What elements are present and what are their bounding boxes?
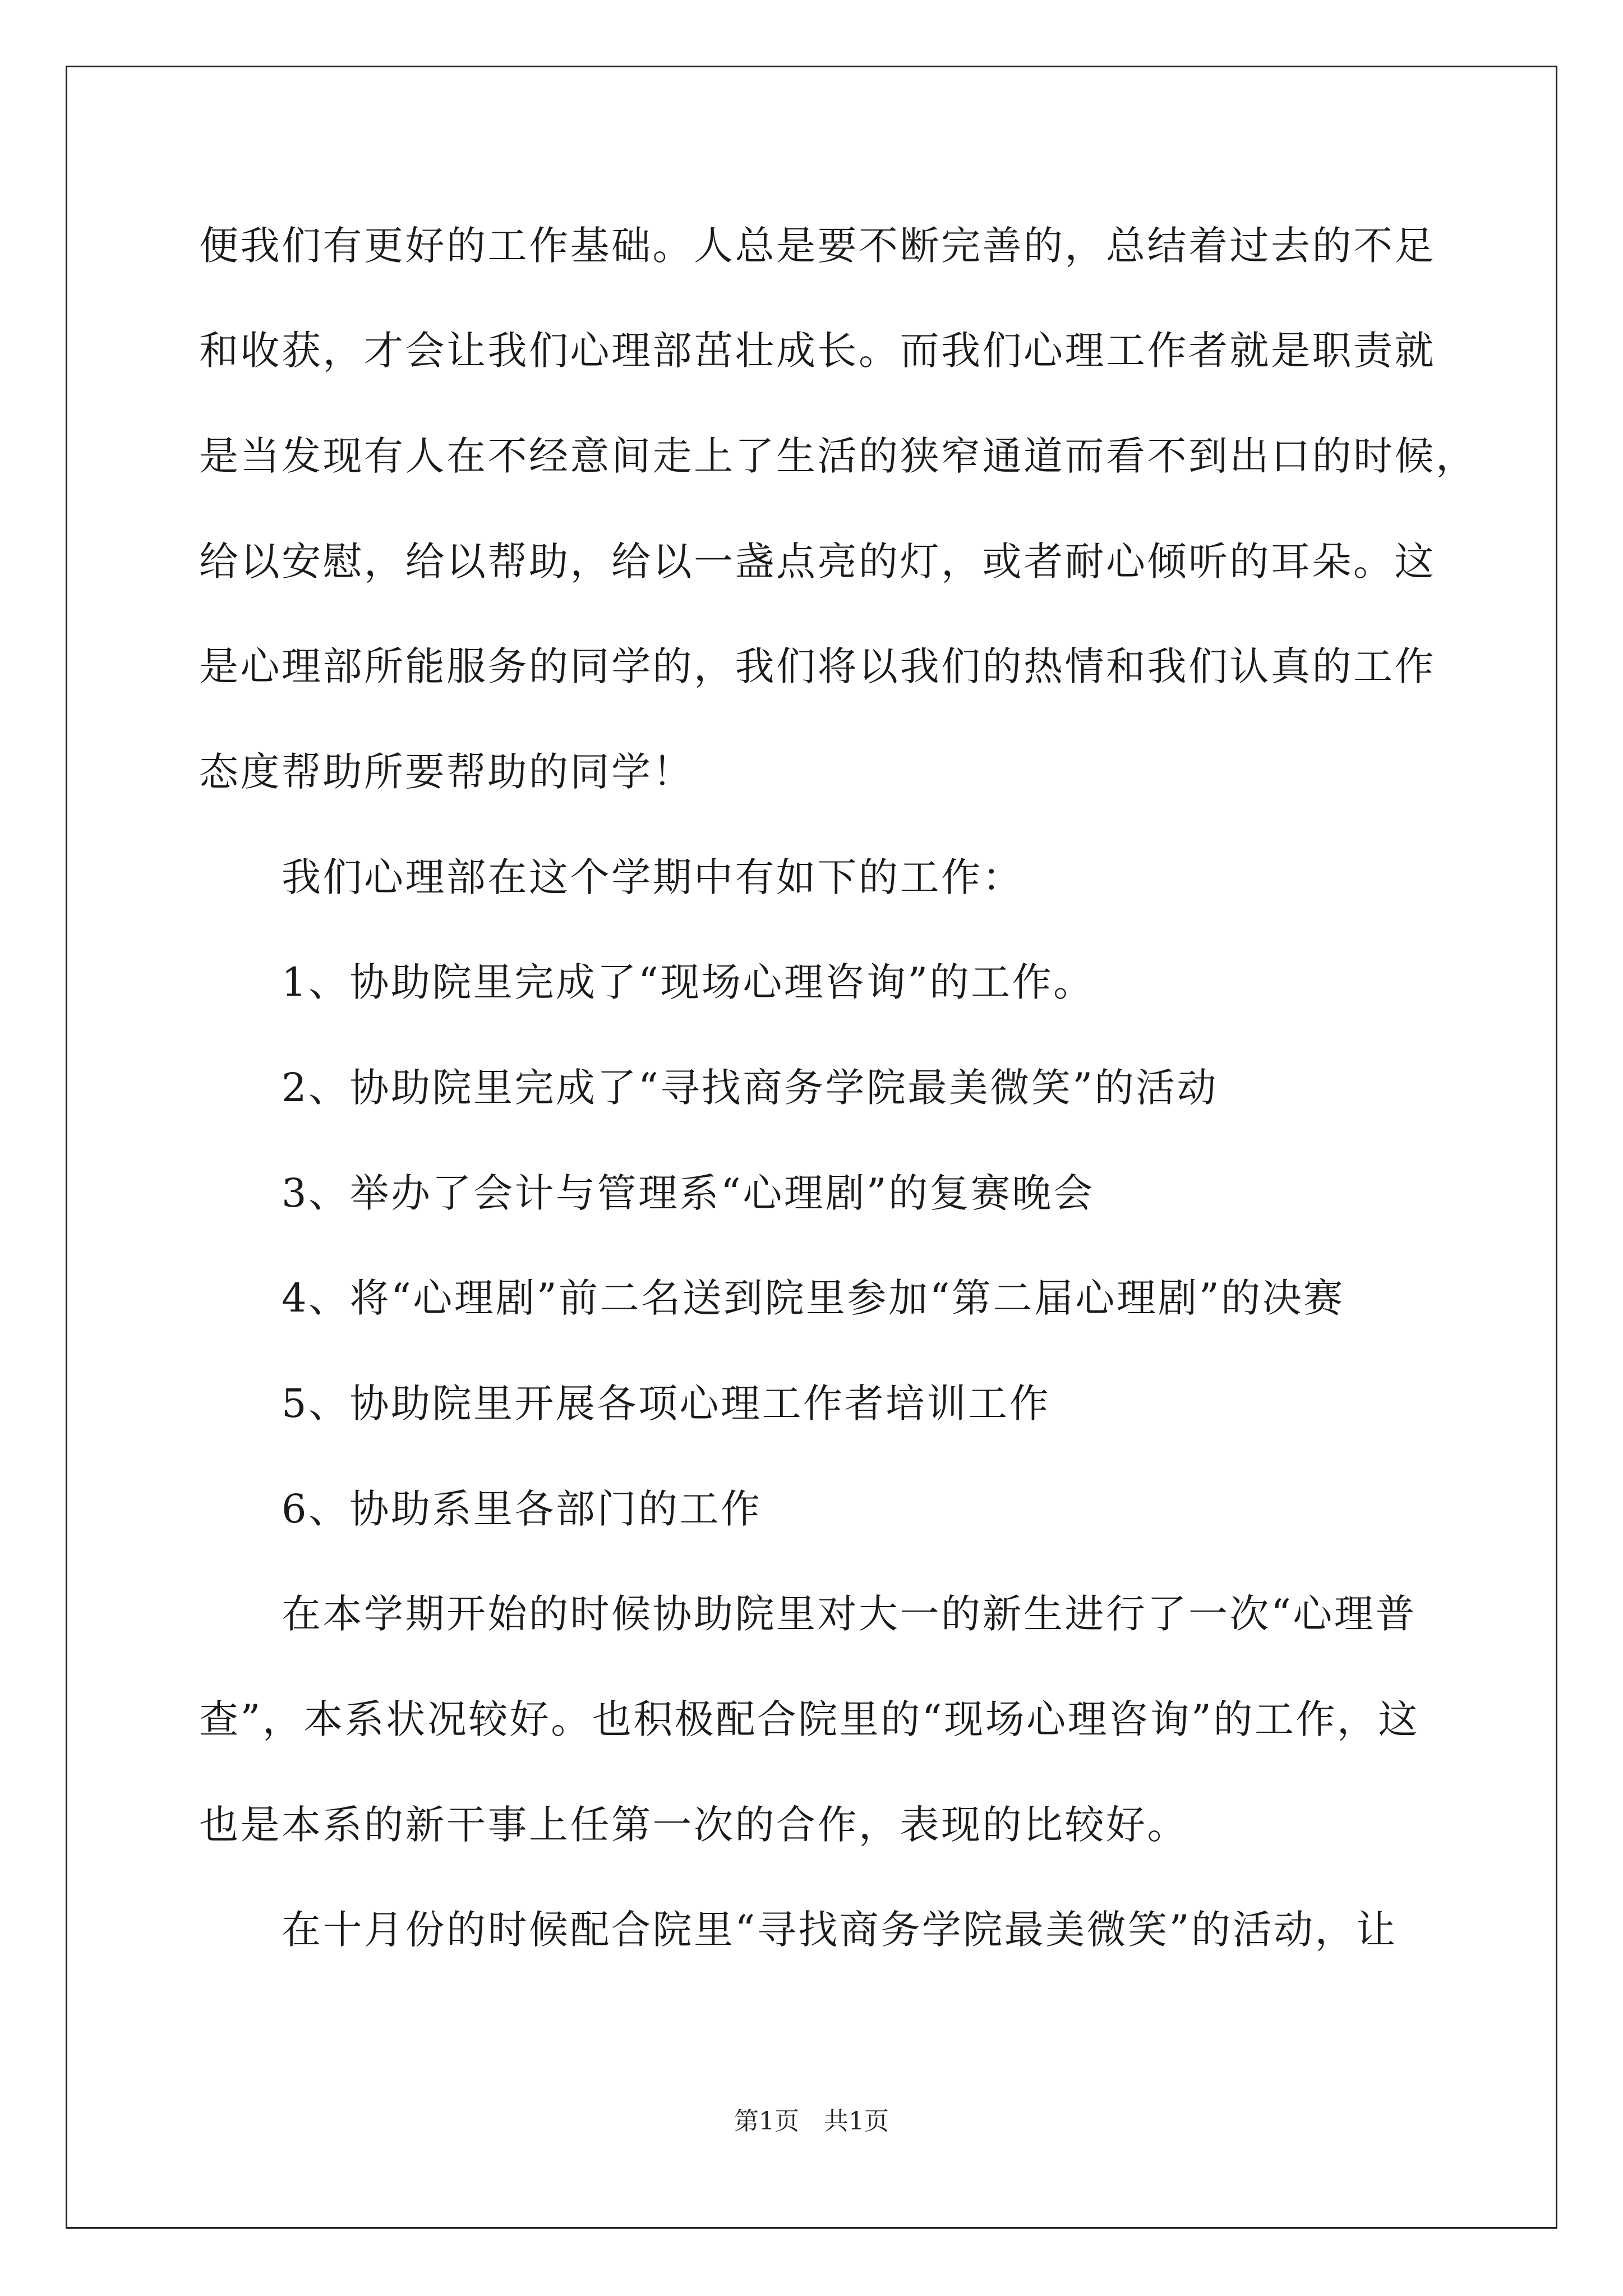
text-line-17: 在十月份的时候配合院里“寻找商务学院最美微笑”的活动，让 [282, 1907, 1398, 1953]
text-line-3: 是当发现有人在不经意间走上了生活的狭窄通道而看不到出口的时候， [199, 433, 1477, 479]
text-line-2: 和收获，才会让我们心理部茁壮成长。而我们心理工作者就是职责就 [199, 328, 1436, 374]
list-item-3: 3、举办了会计与管理系“心理剧”的复赛晚会 [282, 1170, 1095, 1216]
list-item-6: 6、协助系里各部门的工作 [282, 1486, 762, 1532]
text-line-15: 查”，本系状况较好。也积极配合院里的“现场心理咨询”的工作，这 [199, 1696, 1419, 1742]
text-line-6: 态度帮助所要帮助的同学！ [199, 749, 694, 795]
page-footer: 第1页 共1页 [734, 2107, 889, 2136]
text-line-16: 也是本系的新干事上任第一次的合作，表现的比较好。 [199, 1802, 1188, 1848]
text-line-7: 我们心理部在这个学期中有如下的工作： [282, 854, 1023, 900]
text-line-1: 便我们有更好的工作基础。人总是要不断完善的，总结着过去的不足 [199, 223, 1436, 269]
list-item-5: 5、协助院里开展各项心理工作者培训工作 [282, 1381, 1051, 1427]
text-line-14: 在本学期开始的时候协助院里对大一的新生进行了一次“心理普 [282, 1591, 1417, 1637]
text-line-5: 是心理部所能服务的同学的，我们将以我们的热情和我们认真的工作 [199, 643, 1436, 689]
list-item-1: 1、协助院里完成了“现场心理咨询”的工作。 [282, 959, 1095, 1005]
text-line-4: 给以安慰，给以帮助，给以一盏点亮的灯，或者耐心倾听的耳朵。这 [199, 539, 1436, 585]
list-item-4: 4、将“心理剧”前二名送到院里参加“第二届心理剧”的决赛 [282, 1275, 1345, 1321]
list-item-2: 2、协助院里完成了“寻找商务学院最美微笑”的活动 [282, 1065, 1219, 1111]
